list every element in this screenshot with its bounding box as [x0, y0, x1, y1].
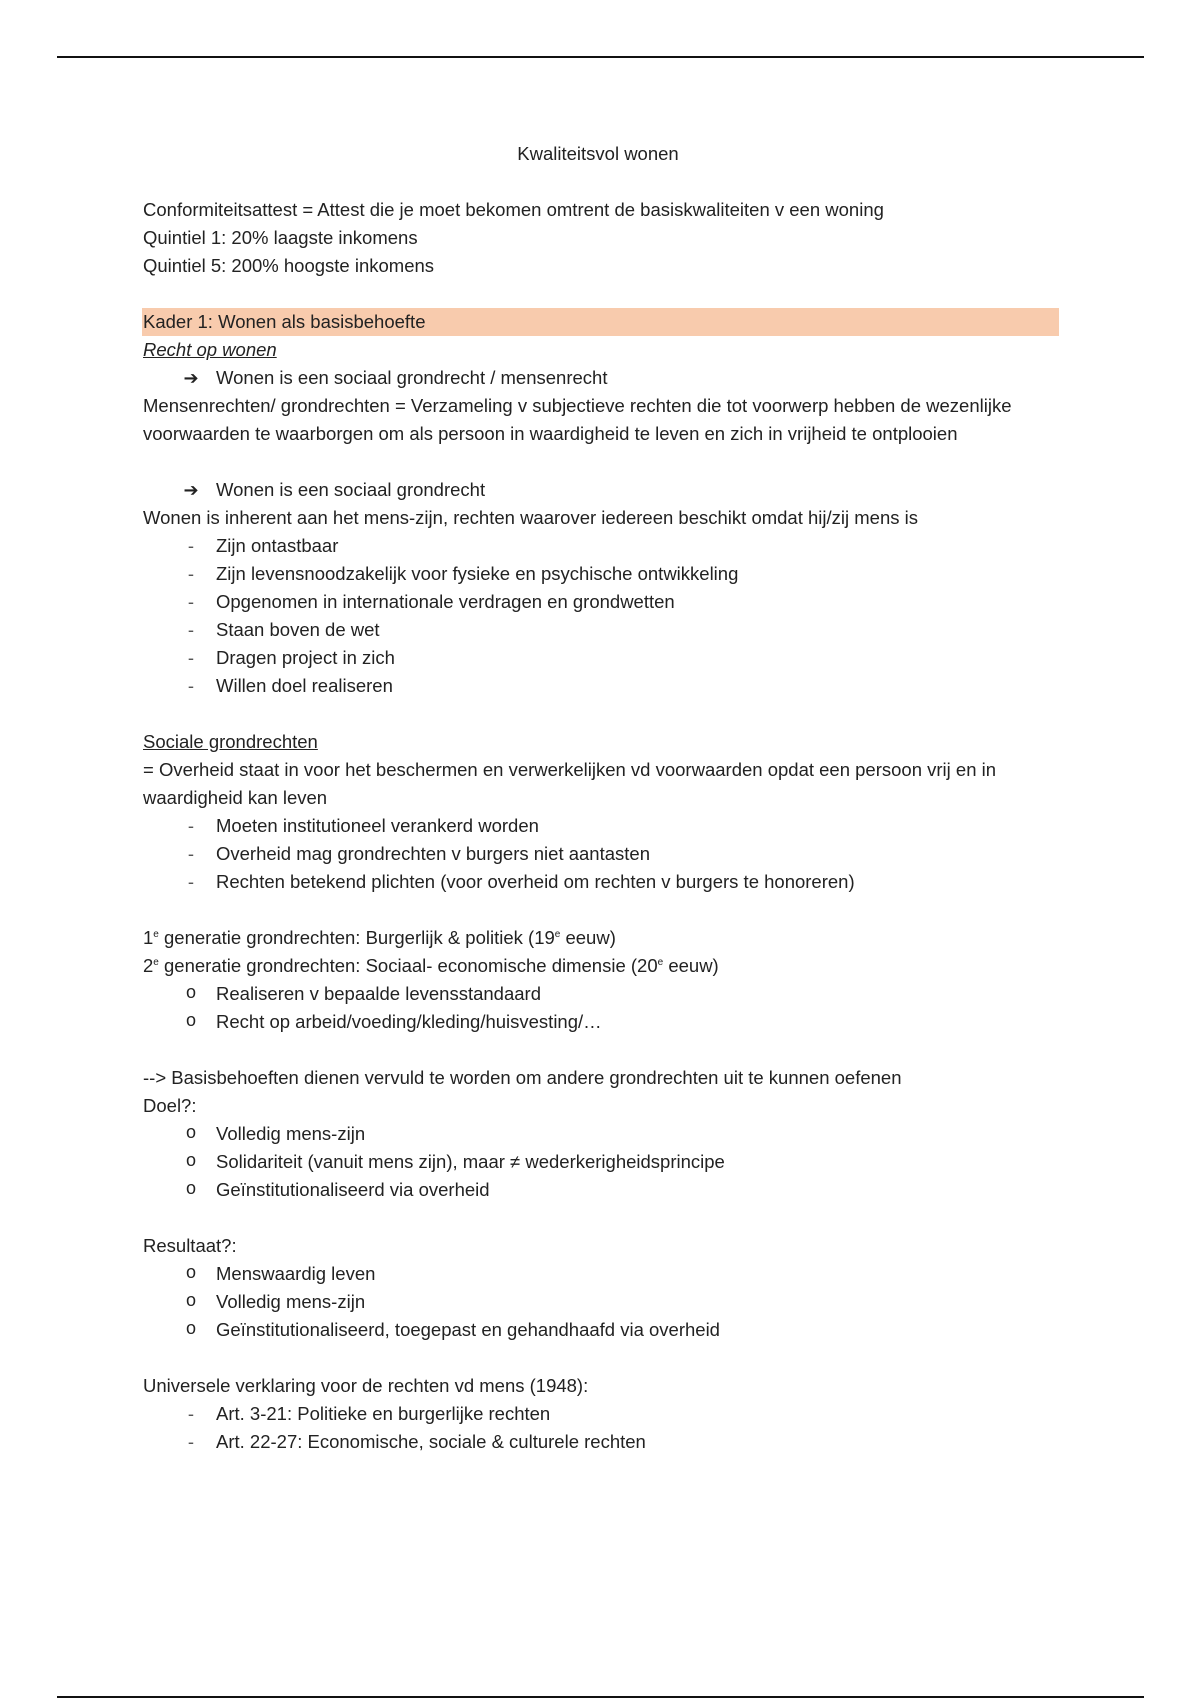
recht-op-wonen-heading: Recht op wonen [143, 339, 277, 360]
circle-bullet-icon: o [185, 1124, 197, 1144]
generatie-2-line: 2e generatie grondrechten: Sociaal- economische dimensie (20e eeuw) [143, 955, 719, 976]
list-item: - Willen doel realiseren [143, 672, 1063, 700]
universele-label: Universele verklaring voor de rechten vd mens (1948): [143, 1375, 589, 1396]
bottom-rule [57, 1696, 1144, 1698]
resultaat-label: Resultaat?: [143, 1235, 237, 1256]
intro-line: Quintiel 1: 20% laagste inkomens [143, 227, 418, 248]
list-item: - Moeten institutioneel verankerd worden [143, 812, 1063, 840]
circle-bullet-icon: o [185, 1264, 197, 1284]
dash-icon: - [187, 815, 195, 836]
basisbehoeften-line: --> Basisbehoeften dienen vervuld te worden om andere grondrechten uit te kunnen oefenen [143, 1067, 902, 1088]
list-item: - Opgenomen in internationale verdragen en grondwetten [143, 588, 1063, 616]
dash-icon: - [187, 871, 195, 892]
list-item: o Realiseren v bepaalde levensstandaard [143, 980, 1063, 1008]
dash-icon: - [187, 647, 195, 668]
dash-icon: - [187, 843, 195, 864]
list-item: - Overheid mag grondrechten v burgers niet aantasten [143, 840, 1063, 868]
kader-heading: Kader 1: Wonen als basisbehoefte [142, 308, 1059, 336]
doel-label: Doel?: [143, 1095, 197, 1116]
dash-icon: - [187, 675, 195, 696]
dash-icon: - [187, 535, 195, 556]
sociale-grondrechten-heading: Sociale grondrechten [143, 731, 318, 752]
list-item: - Art. 3-21: Politieke en burgerlijke rechten [143, 1400, 1063, 1428]
list-item: - Zijn ontastbaar [143, 532, 1063, 560]
list-item: o Recht op arbeid/voeding/kleding/huisvesting/… [143, 1008, 1063, 1036]
arrow-icon: ➔ [183, 480, 199, 500]
document-body [143, 140, 1063, 1456]
arrow-item: ➔ Wonen is een sociaal grondrecht / mensenrecht [143, 364, 1063, 392]
list-item: - Dragen project in zich [143, 644, 1063, 672]
list-item: - Staan boven de wet [143, 616, 1063, 644]
dash-icon: - [187, 591, 195, 612]
arrow-item: ➔ Wonen is een sociaal grondrecht [143, 476, 1063, 504]
list-item: o Geïnstitutionaliseerd via overheid [143, 1176, 1063, 1204]
circle-bullet-icon: o [185, 1180, 197, 1200]
dash-icon: - [187, 1403, 195, 1424]
circle-bullet-icon: o [185, 1320, 197, 1340]
list-item: - Art. 22-27: Economische, sociale & culturele rechten [143, 1428, 1063, 1456]
mensenrechten-definition: Mensenrechten/ grondrechten = Verzameling v subjectieve rechten die tot voorwerp hebben de wezenlijke voorwaarden te waarborgen om als persoon in waardigheid te leven en zich in vrijheid te ontplooien [143, 395, 1012, 444]
sociale-grondrechten-definition: = Overheid staat in voor het beschermen en verwerkelijken vd voorwaarden opdat een persoon vrij en in waardigheid kan leven [143, 759, 997, 808]
circle-bullet-icon: o [185, 984, 197, 1004]
list-item: - Zijn levensnoodzakelijk voor fysieke en psychische ontwikkeling [143, 560, 1063, 588]
top-rule [57, 56, 1144, 58]
intro-line: Quintiel 5: 200% hoogste inkomens [143, 255, 435, 276]
dash-icon: - [187, 563, 195, 584]
document-title: Kwaliteitsvol wonen [517, 143, 679, 164]
circle-bullet-icon: o [185, 1012, 197, 1032]
list-item: o Volledig mens-zijn [143, 1120, 1063, 1148]
circle-bullet-icon: o [185, 1292, 197, 1312]
list-item: o Volledig mens-zijn [143, 1288, 1063, 1316]
dash-icon: - [187, 619, 195, 640]
circle-bullet-icon: o [185, 1152, 197, 1172]
list-item: o Solidariteit (vanuit mens zijn), maar ≠ wederkerigheidsprincipe [143, 1148, 1063, 1176]
list-item: o Menswaardig leven [143, 1260, 1063, 1288]
inherent-text: Wonen is inherent aan het mens-zijn, rechten waarover iedereen beschikt omdat hij/zij mens is [143, 507, 918, 528]
arrow-icon: ➔ [183, 368, 199, 388]
dash-icon: - [187, 1431, 195, 1452]
list-item: - Rechten betekend plichten (voor overheid om rechten v burgers te honoreren) [143, 868, 1063, 896]
list-item: o Geïnstitutionaliseerd, toegepast en gehandhaafd via overheid [143, 1316, 1063, 1344]
intro-line: Conformiteitsattest = Attest die je moet bekomen omtrent de basiskwaliteiten v een woning [143, 199, 884, 220]
generatie-1-line: 1e generatie grondrechten: Burgerlijk & politiek (19e eeuw) [143, 927, 616, 948]
